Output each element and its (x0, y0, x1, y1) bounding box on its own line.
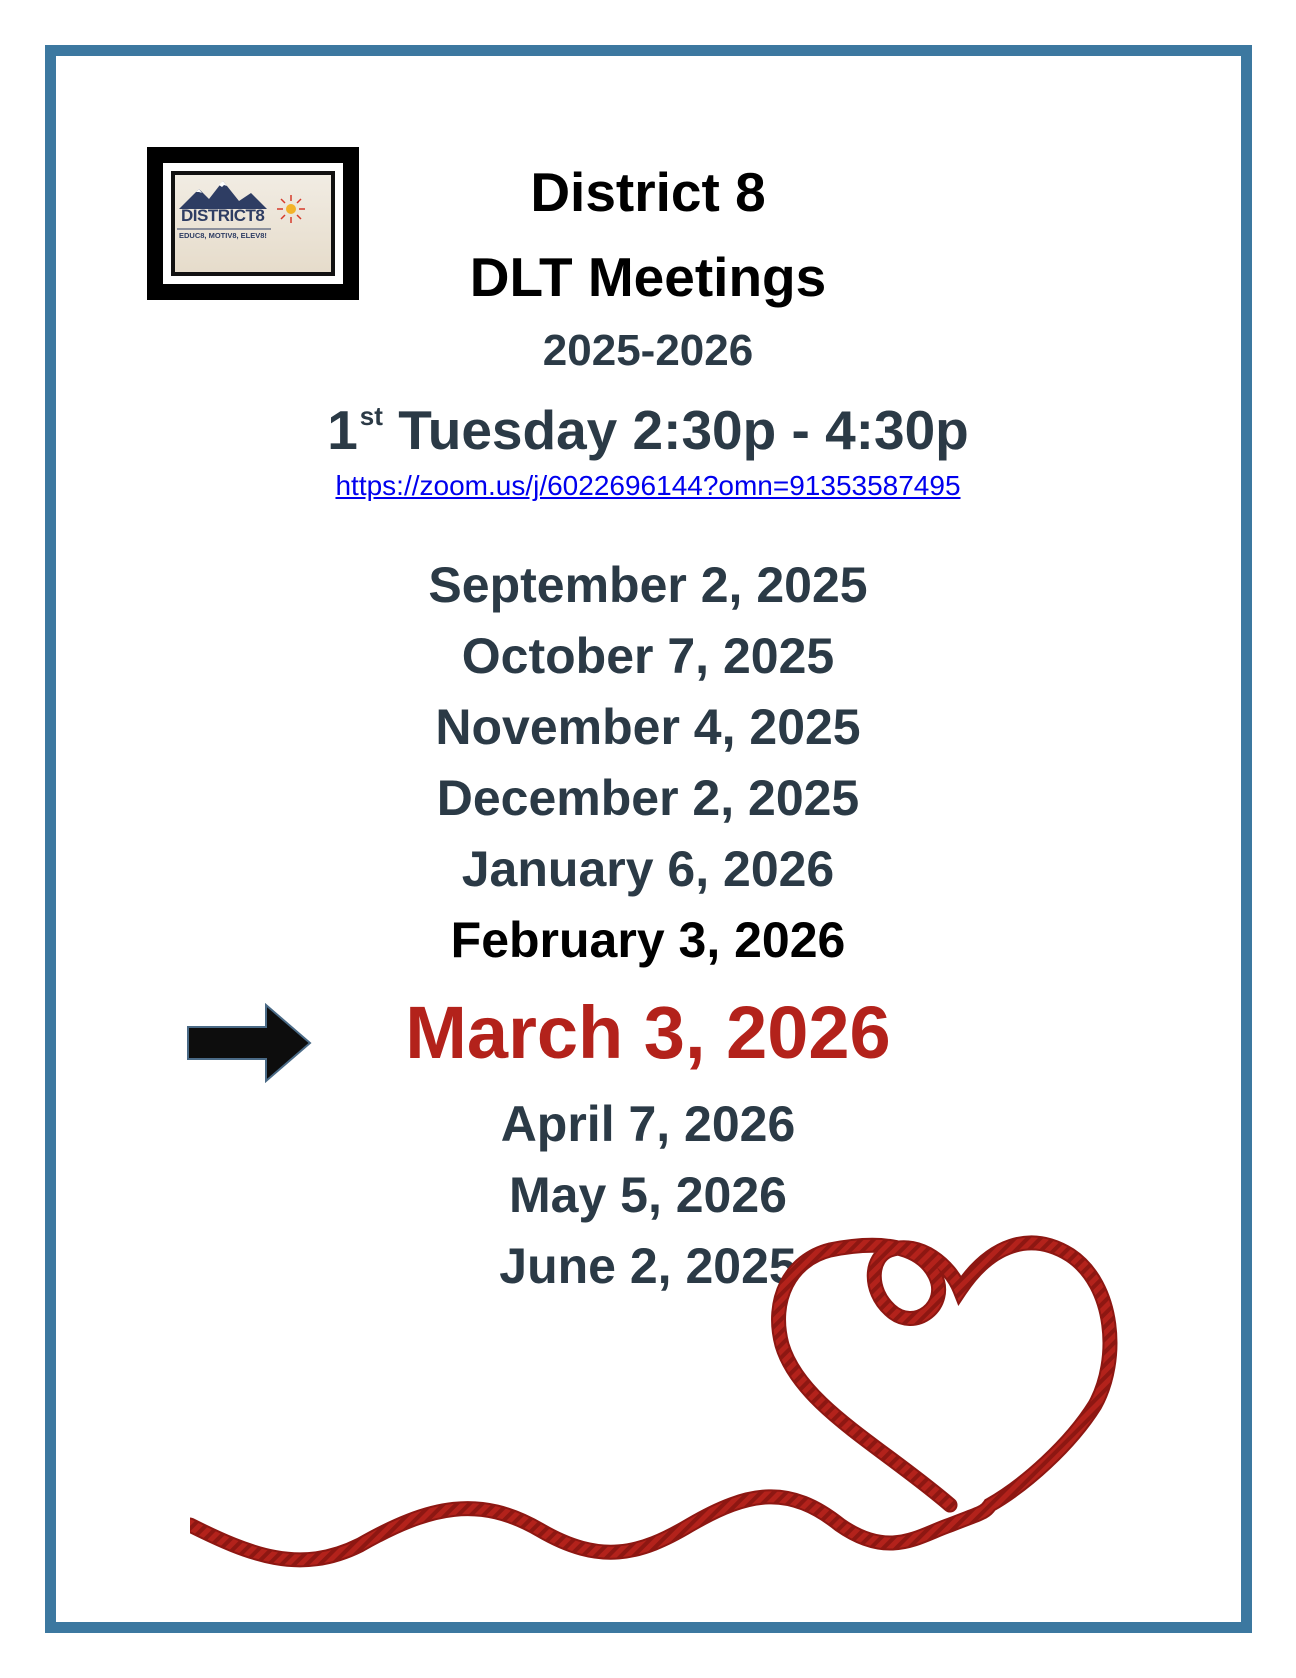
meeting-date: February 3, 2026 (450, 912, 846, 968)
meeting-date: December 2, 2025 (436, 770, 860, 826)
zoom-link[interactable]: https://zoom.us/j/6022696144?omn=91353587495 (335, 470, 961, 501)
meeting-date: May 5, 2026 (509, 1167, 787, 1223)
schedule-ordinal-suffix: st (359, 401, 383, 431)
school-year: 2025-2026 (542, 326, 754, 375)
title-district: District 8 (530, 161, 766, 223)
meeting-date: June 2, 2025 (499, 1238, 797, 1294)
meeting-date: January 6, 2026 (461, 841, 835, 897)
arrow-right-icon (186, 1003, 312, 1083)
meeting-date: April 7, 2026 (500, 1096, 796, 1152)
rope-heart-icon (190, 1195, 1130, 1575)
meeting-date: October 7, 2025 (461, 628, 835, 684)
logo-wordmark: DISTRICT8 (181, 206, 265, 225)
logo-tagline: EDUC8, MOTIV8, ELEV8! (179, 231, 267, 240)
meeting-date-current: March 3, 2026 (405, 991, 891, 1074)
schedule-time: Tuesday 2:30p - 4:30p (382, 399, 969, 461)
meeting-schedule (0, 398, 1296, 462)
schedule-ordinal: 1 (327, 399, 358, 461)
title-meetings: DLT Meetings (469, 246, 827, 308)
meeting-date: September 2, 2025 (428, 557, 868, 613)
meeting-date: November 4, 2025 (435, 699, 861, 755)
